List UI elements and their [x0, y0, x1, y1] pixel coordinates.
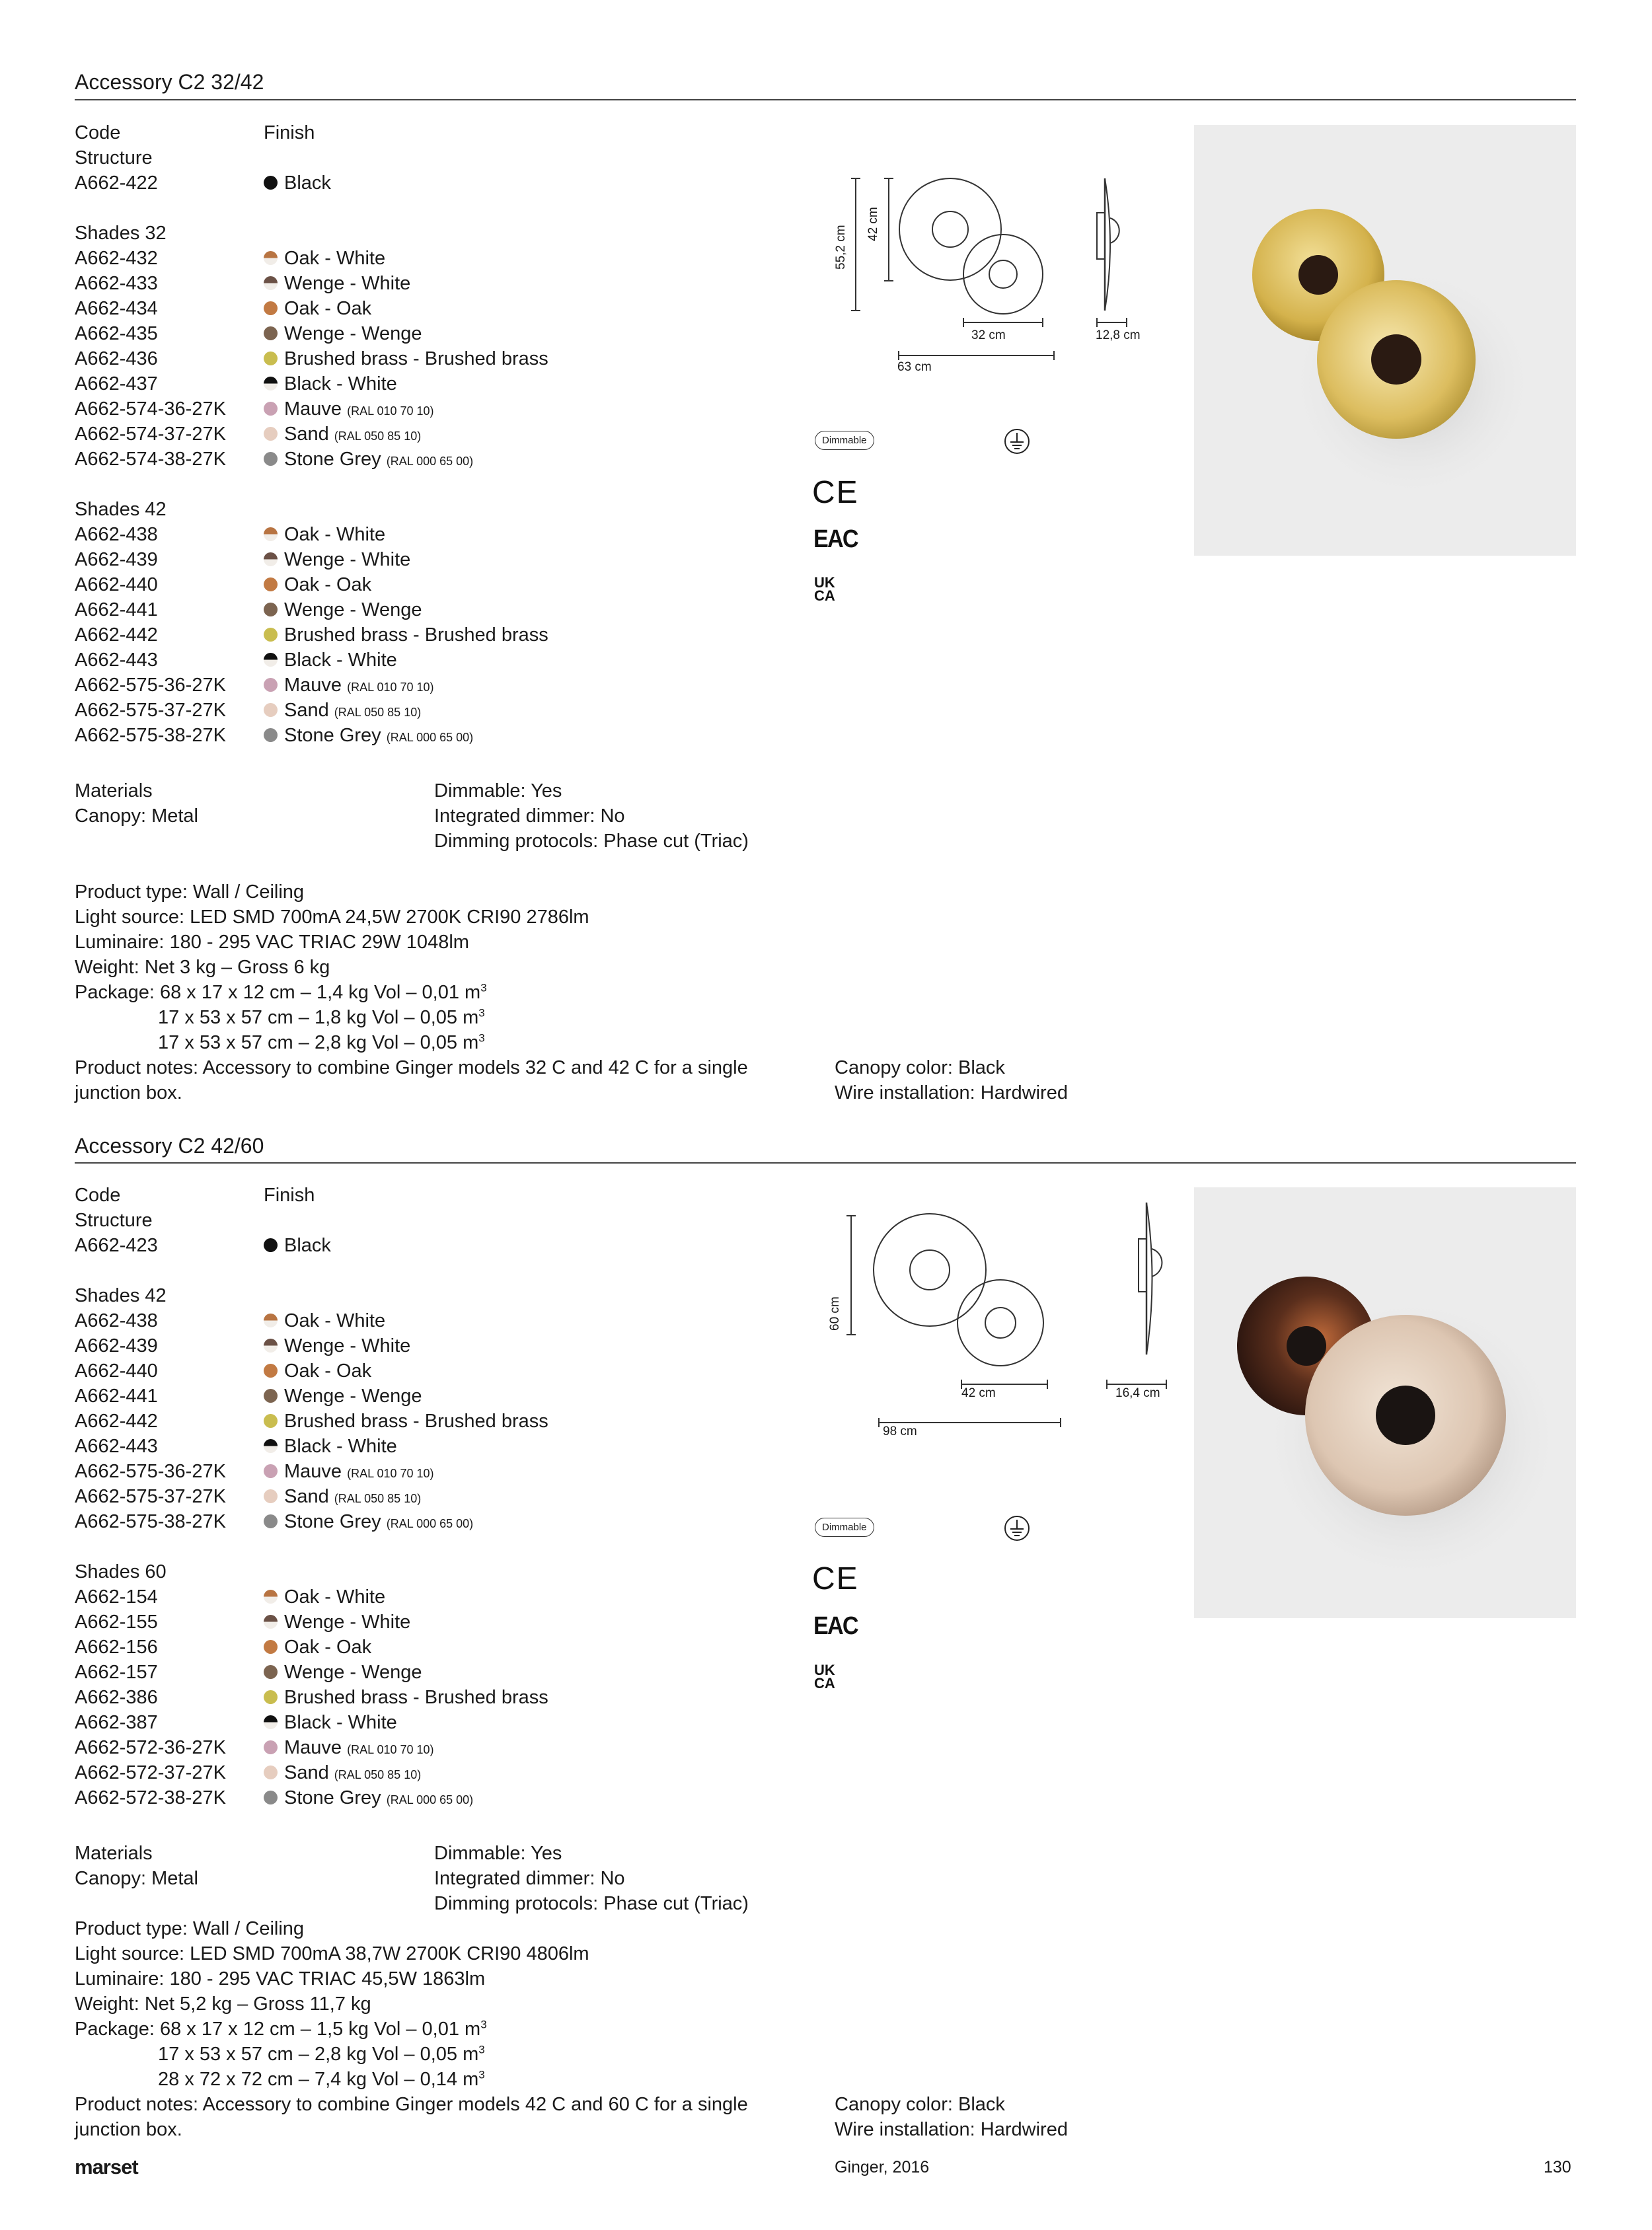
large-shade-outline [874, 1214, 986, 1326]
earth-ground-icon [1003, 1514, 1031, 1542]
finish-swatch-icon [264, 1690, 278, 1704]
finish-name: Oak - White [284, 1310, 386, 1331]
canopy-material: Canopy: Metal [75, 805, 198, 827]
product-code: A662-575-36-27K [75, 675, 226, 696]
finish-name: Oak - White [284, 1586, 386, 1608]
dimming-protocols: Dimming protocols: Phase cut (Triac) [434, 1893, 749, 1914]
code-column [75, 1183, 226, 1810]
shade-width-label: 42 cm [961, 1386, 996, 1400]
finish-row [264, 447, 548, 472]
ukca-mark-icon: UK CA [814, 574, 835, 604]
finish-swatch-icon [264, 1314, 278, 1327]
product-code: A662-443 [75, 650, 158, 671]
finish-swatch-icon [264, 1414, 278, 1428]
product-code: A662-572-38-27K [75, 1787, 226, 1808]
finish-swatch-icon [264, 1615, 278, 1629]
product-code: A662-436 [75, 348, 158, 369]
spacer [264, 221, 548, 246]
ral-code: (RAL 010 70 10) [347, 1743, 434, 1756]
finish-name: Wenge - Wenge [284, 599, 422, 620]
ral-code: (RAL 050 85 10) [334, 706, 422, 719]
finish-name: Stone Grey [284, 449, 381, 470]
ral-code: (RAL 000 65 00) [386, 1793, 474, 1806]
finish-name: Black - White [284, 650, 397, 671]
canopy-material: Canopy: Metal [75, 1868, 198, 1889]
structure-finish [264, 170, 548, 196]
finish-swatch-icon [264, 1339, 278, 1353]
product-notes-cont: junction box. [75, 2119, 182, 2140]
finish-swatch-icon [264, 1640, 278, 1654]
product-code: A662-439 [75, 549, 158, 570]
product-photo [1194, 1187, 1576, 1618]
finish-swatch-icon [264, 628, 278, 642]
dimension-drawing [819, 1199, 1189, 1437]
package-line: Package: 68 x 17 x 12 cm – 1,4 kg Vol – 0,01 $m^3$ [75, 981, 487, 1003]
ral-code: (RAL 050 85 10) [334, 1768, 422, 1781]
package-line: 28 x 72 x 72 cm – 7,4 kg Vol – 0,14 $m^3$ [158, 2068, 485, 2090]
structure-code: A662-423 [75, 1235, 158, 1256]
product-code: A662-156 [75, 1637, 158, 1658]
small-shade-outline [957, 1280, 1043, 1366]
product-code: A662-575-36-27K [75, 1461, 226, 1482]
height-large-label: 42 cm [866, 207, 880, 241]
finish-row [264, 723, 548, 748]
finish-row [264, 1735, 548, 1760]
product-notes-cont: junction box. [75, 1082, 182, 1103]
finish-swatch-icon [264, 402, 278, 416]
product-code: A662-155 [75, 1612, 158, 1633]
spacer [264, 1559, 548, 1584]
depth-label: 12,8 cm [1096, 328, 1141, 342]
light-source: Light source: LED SMD 700mA 24,5W 2700K CRI90 2786lm [75, 907, 589, 928]
finish-row [264, 547, 548, 572]
product-code: A662-154 [75, 1586, 158, 1608]
spacer [75, 1534, 226, 1559]
page-number: 130 [1544, 2158, 1571, 2176]
dimmable-badge: Dimmable [815, 431, 874, 450]
finish-name: Wenge - White [284, 1612, 411, 1633]
shade-group-title: Shades 42 [75, 499, 167, 520]
finish-row [264, 1459, 548, 1484]
product-code: A662-437 [75, 373, 158, 394]
finish-row [264, 396, 548, 422]
canopy-color: Canopy color: Black [835, 1057, 1005, 1078]
weight-spec: Weight: Net 5,2 kg – Gross 11,7 kg [75, 1993, 371, 2015]
product-code: A662-440 [75, 1360, 158, 1382]
finish-row [264, 648, 548, 673]
product-code: A662-434 [75, 298, 158, 319]
product-code: A662-443 [75, 1436, 158, 1457]
finish-name: Mauve [284, 398, 342, 420]
structure-label: Structure [75, 1210, 153, 1231]
package-line: 17 x 53 x 57 cm – 2,8 kg Vol – 0,05 $m^3$ [158, 1031, 485, 1053]
eac-mark-icon: EAC [813, 525, 858, 553]
finish-swatch-icon [264, 1489, 278, 1503]
product-code: A662-442 [75, 1411, 158, 1432]
product-code: A662-572-37-27K [75, 1762, 226, 1783]
product-code: A662-572-36-27K [75, 1737, 226, 1758]
finish-name: Wenge - White [284, 1335, 411, 1357]
product-code: A662-575-38-27K [75, 725, 226, 746]
product-code: A662-442 [75, 624, 158, 646]
finish-swatch-icon [264, 326, 278, 340]
finish-name: Oak - Oak [284, 574, 372, 595]
ral-code: (RAL 050 85 10) [334, 429, 422, 443]
product-specs [75, 879, 748, 1105]
shade-group-title: Shades 60 [75, 1561, 167, 1582]
finish-row [264, 1635, 548, 1660]
wire-installation: Wire installation: Hardwired [835, 1082, 1068, 1103]
finish-name: Black [284, 1235, 331, 1256]
spacer [264, 145, 548, 170]
spacer [75, 196, 226, 221]
finish-row [264, 1710, 548, 1735]
finish-row [264, 1384, 548, 1409]
finish-row [264, 597, 548, 622]
section-title: Accessory C2 42/60 [75, 1134, 264, 1158]
finish-swatch-icon [264, 552, 278, 566]
finish-row [264, 246, 548, 271]
ral-code: (RAL 050 85 10) [334, 1492, 422, 1505]
total-width-label: 63 cm [897, 360, 932, 374]
finish-row [264, 698, 548, 723]
shade-width-label: 32 cm [971, 328, 1006, 342]
finish-row [264, 346, 548, 371]
canopy-color: Canopy color: Black [835, 2094, 1005, 2115]
finish-name: Oak - Oak [284, 298, 372, 319]
ukca-mark-icon: UK CA [814, 1662, 835, 1691]
finish-swatch-icon [264, 1740, 278, 1754]
ral-code: (RAL 010 70 10) [347, 1467, 434, 1480]
structure-code: A662-422 [75, 172, 158, 194]
finish-swatch-icon [264, 176, 278, 190]
section-divider [75, 99, 1576, 100]
shade-group-title: Shades 42 [75, 1285, 167, 1306]
finish-swatch-icon [264, 1364, 278, 1378]
finish-column [264, 120, 548, 748]
dimmable-value: Dimmable: Yes [434, 1843, 562, 1864]
finish-name: Wenge - Wenge [284, 1386, 422, 1407]
finish-name: Wenge - White [284, 273, 411, 294]
spacer [75, 1258, 226, 1283]
finish-row [264, 422, 548, 447]
product-code: A662-575-38-27K [75, 1511, 226, 1532]
package-line: Package: 68 x 17 x 12 cm – 1,5 kg Vol – 0,01 $m^3$ [75, 2018, 487, 2040]
materials-title: Materials [75, 780, 153, 801]
finish-swatch-icon [264, 678, 278, 692]
finish-swatch-icon [264, 352, 278, 365]
height-total-label: 60 cm [828, 1296, 842, 1331]
product-code: A662-439 [75, 1335, 158, 1357]
dimming-block [434, 1841, 749, 1916]
total-width-label: 98 cm [883, 1425, 917, 1438]
finish-row [264, 673, 548, 698]
product-type: Product type: Wall / Ceiling [75, 881, 305, 903]
finish-name: Brushed brass - Brushed brass [284, 1687, 548, 1708]
finish-name: Black - White [284, 1436, 397, 1457]
finish-row [264, 371, 548, 396]
product-code: A662-441 [75, 599, 158, 620]
finish-row [264, 1785, 548, 1810]
finish-row [264, 1760, 548, 1785]
spacer [264, 472, 548, 497]
product-notes: Product notes: Accessory to combine Ginger models 42 C and 60 C for a single [75, 2094, 748, 2115]
luminaire-spec: Luminaire: 180 - 295 VAC TRIAC 45,5W 1863lm [75, 1968, 486, 1989]
dimmable-badge: Dimmable [815, 1518, 874, 1537]
finish-name: Brushed brass - Brushed brass [284, 348, 548, 369]
product-code: A662-435 [75, 323, 158, 344]
canopy-specs [835, 2092, 1068, 2142]
product-code: A662-440 [75, 574, 158, 595]
integrated-dimmer: Integrated dimmer: No [434, 805, 625, 827]
finish-swatch-icon [264, 1464, 278, 1478]
finish-row [264, 1409, 548, 1434]
product-code: A662-438 [75, 1310, 158, 1331]
ral-code: (RAL 000 65 00) [386, 731, 474, 744]
spacer [264, 497, 548, 522]
finish-swatch-icon [264, 728, 278, 742]
product-code: A662-433 [75, 273, 158, 294]
ral-code: (RAL 000 65 00) [386, 1517, 474, 1530]
product-code: A662-574-38-27K [75, 449, 226, 470]
structure-finish [264, 1233, 548, 1258]
finish-column [264, 1183, 548, 1810]
finish-name: Sand [284, 424, 329, 445]
depth-label: 16,4 cm [1115, 1386, 1160, 1400]
product-specs [75, 1916, 748, 2142]
finish-row [264, 1660, 548, 1685]
product-code: A662-386 [75, 1687, 158, 1708]
finish-row [264, 1484, 548, 1509]
finish-name: Sand [284, 1486, 329, 1507]
large-shade-outline [899, 178, 1001, 280]
finish-swatch-icon [264, 1590, 278, 1604]
finish-name: Oak - Oak [284, 1637, 372, 1658]
product-type: Product type: Wall / Ceiling [75, 1918, 305, 1939]
finish-name: Mauve [284, 675, 342, 696]
finish-name: Brushed brass - Brushed brass [284, 624, 548, 646]
finish-swatch-icon [264, 1665, 278, 1679]
finish-swatch-icon [264, 653, 278, 667]
spacer [75, 472, 226, 497]
product-code: A662-574-36-27K [75, 398, 226, 420]
finish-swatch-icon [264, 603, 278, 616]
finish-name: Black [284, 172, 331, 194]
section-divider [75, 1162, 1576, 1164]
finish-row [264, 321, 548, 346]
spacer [264, 1208, 548, 1233]
finish-name: Sand [284, 1762, 329, 1783]
finish-swatch-icon [264, 1514, 278, 1528]
materials-block [75, 1841, 198, 1891]
section-title: Accessory C2 32/42 [75, 70, 264, 94]
code-header: Code [75, 122, 121, 143]
finish-row [264, 522, 548, 547]
integrated-dimmer: Integrated dimmer: No [434, 1868, 625, 1889]
package-label: Package: [75, 982, 155, 1003]
finish-name: Mauve [284, 1737, 342, 1758]
luminaire-spec: Luminaire: 180 - 295 VAC TRIAC 29W 1048lm [75, 932, 469, 953]
code-header: Code [75, 1185, 121, 1206]
finish-swatch-icon [264, 703, 278, 717]
finish-swatch-icon [264, 427, 278, 441]
collection-name: Ginger, 2016 [835, 2158, 930, 2176]
product-code: A662-387 [75, 1712, 158, 1733]
weight-spec: Weight: Net 3 kg – Gross 6 kg [75, 957, 330, 978]
finish-swatch-icon [264, 577, 278, 591]
finish-swatch-icon [264, 527, 278, 541]
spacer [264, 196, 548, 221]
shade-group-title: Shades 32 [75, 223, 167, 244]
spacer [264, 1534, 548, 1559]
finish-name: Wenge - White [284, 549, 411, 570]
finish-swatch-icon [264, 1765, 278, 1779]
finish-name: Wenge - Wenge [284, 1662, 422, 1683]
ce-mark-icon: CE [812, 475, 859, 510]
height-total-label: 55,2 cm [834, 225, 848, 270]
eac-mark-icon: EAC [813, 1612, 858, 1640]
finish-name: Oak - White [284, 524, 386, 545]
product-photo-illustration [1194, 1187, 1576, 1618]
product-code: A662-157 [75, 1662, 158, 1683]
ral-code: (RAL 000 65 00) [386, 455, 474, 468]
light-source: Light source: LED SMD 700mA 38,7W 2700K CRI90 4806lm [75, 1943, 589, 1964]
product-photo [1194, 125, 1576, 556]
finish-name: Stone Grey [284, 725, 381, 746]
finish-row [264, 271, 548, 296]
finish-row [264, 1610, 548, 1635]
finish-row [264, 1584, 548, 1610]
ral-code: (RAL 010 70 10) [347, 681, 434, 694]
finish-swatch-icon [264, 1791, 278, 1804]
finish-name: Oak - Oak [284, 1360, 372, 1382]
finish-header: Finish [264, 1185, 315, 1206]
brand-logo: marset [75, 2155, 138, 2178]
finish-row [264, 1434, 548, 1459]
product-code: A662-575-37-27K [75, 1486, 226, 1507]
finish-row [264, 1308, 548, 1333]
finish-row [264, 1685, 548, 1710]
earth-ground-icon [1003, 427, 1031, 455]
finish-swatch-icon [264, 301, 278, 315]
finish-name: Mauve [284, 1461, 342, 1482]
product-photo-illustration [1194, 125, 1576, 556]
product-code: A662-438 [75, 524, 158, 545]
spacer [264, 1283, 548, 1308]
finish-swatch-icon [264, 452, 278, 466]
finish-swatch-icon [264, 1238, 278, 1252]
dimension-drawing [819, 165, 1189, 383]
finish-swatch-icon [264, 377, 278, 390]
finish-name: Black - White [284, 1712, 397, 1733]
materials-title: Materials [75, 1843, 153, 1864]
finish-swatch-icon [264, 1389, 278, 1403]
finish-row [264, 572, 548, 597]
finish-name: Sand [284, 700, 329, 721]
finish-swatch-icon [264, 276, 278, 290]
finish-row [264, 622, 548, 648]
finish-name: Wenge - Wenge [284, 323, 422, 344]
finish-name: Stone Grey [284, 1787, 381, 1808]
finish-row [264, 1333, 548, 1358]
finish-row [264, 1509, 548, 1534]
finish-name: Oak - White [284, 248, 386, 269]
finish-header: Finish [264, 122, 315, 143]
finish-name: Black - White [284, 373, 397, 394]
code-column [75, 120, 226, 748]
finish-row [264, 296, 548, 321]
dimmable-value: Dimmable: Yes [434, 780, 562, 801]
finish-name: Stone Grey [284, 1511, 381, 1532]
product-code: A662-574-37-27K [75, 424, 226, 445]
finish-swatch-icon [264, 251, 278, 265]
finish-name: Brushed brass - Brushed brass [284, 1411, 548, 1432]
canopy-specs [835, 1055, 1068, 1105]
ral-code: (RAL 010 70 10) [347, 404, 434, 418]
product-code: A662-441 [75, 1386, 158, 1407]
spacer [264, 1258, 548, 1283]
dimming-block [434, 778, 749, 854]
package-label: Package: [75, 2019, 155, 2040]
package-line: 17 x 53 x 57 cm – 1,8 kg Vol – 0,05 $m^3$ [158, 1006, 485, 1028]
finish-row [264, 1358, 548, 1384]
product-code: A662-432 [75, 248, 158, 269]
product-notes: Product notes: Accessory to combine Ginger models 32 C and 42 C for a single [75, 1057, 748, 1078]
structure-label: Structure [75, 147, 153, 168]
ce-mark-icon: CE [812, 1561, 859, 1596]
product-code: A662-575-37-27K [75, 700, 226, 721]
materials-block [75, 778, 198, 829]
package-line: 17 x 53 x 57 cm – 2,8 kg Vol – 0,05 $m^3$ [158, 2043, 485, 2065]
wire-installation: Wire installation: Hardwired [835, 2119, 1068, 2140]
finish-swatch-icon [264, 1715, 278, 1729]
dimming-protocols: Dimming protocols: Phase cut (Triac) [434, 831, 749, 852]
finish-swatch-icon [264, 1439, 278, 1453]
